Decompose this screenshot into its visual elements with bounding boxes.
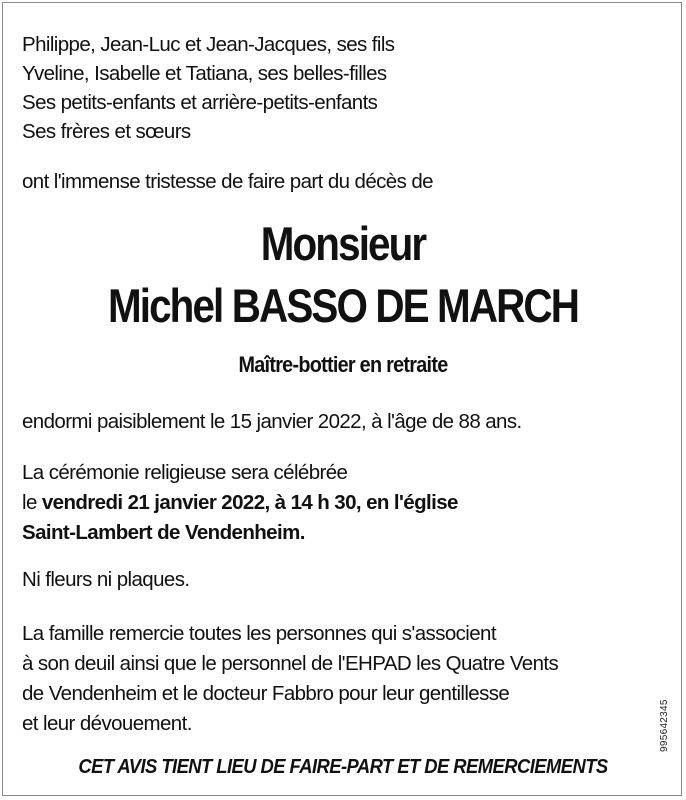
family-list — [22, 30, 394, 146]
thanks-line-1: La famille remercie toutes les personnes qui s'associent — [22, 622, 496, 645]
death-statement — [22, 407, 522, 437]
family-line-grandchildren: Ses petits-enfants et arrière-petits-enfants — [22, 91, 378, 114]
ceremony-prefix: le — [22, 491, 42, 514]
footer-notice: CET AVIS TIENT LIEU DE FAIRE-PART ET DE REMERCIEMENTS — [78, 756, 608, 778]
family-line-siblings: Ses frères et sœurs — [22, 120, 191, 143]
family-line-sons: Philippe, Jean-Luc et Jean-Jacques, ses fils — [22, 33, 395, 56]
reference-number: 995642345 — [659, 699, 670, 752]
announcement-intro: ont l'immense tristesse de faire part du décès de — [22, 170, 433, 193]
thanks-line-4: et leur dévouement. — [22, 712, 192, 735]
death-line: endormi paisiblement le 15 janvier 2022, à l'âge de 88 ans. — [22, 410, 522, 433]
thanks-line-2: à son deuil ainsi que le personnel de l'EHPAD les Quatre Vents — [22, 652, 559, 675]
ceremony-line-2 — [22, 488, 458, 518]
ceremony-line-1: La cérémonie religieuse sera célébrée — [22, 461, 348, 484]
thanks-line-3: de Vendenheim et le docteur Fabbro pour leur gentillesse — [22, 682, 510, 705]
deceased-civility: Monsieur — [260, 217, 426, 270]
thanks-paragraph — [22, 619, 558, 739]
flowers-line: Ni fleurs ni plaques. — [22, 568, 190, 591]
deceased-profession: Maître-bottier en retraite — [238, 352, 448, 377]
flowers-note — [22, 565, 189, 595]
ceremony-line-3 — [22, 518, 458, 548]
deceased-name: Michel BASSO DE MARCH — [107, 279, 579, 332]
family-line-daughters-in-law: Yveline, Isabelle et Tatiana, ses belles-filles — [22, 62, 387, 85]
ceremony-date-time: vendredi 21 janvier 2022, à 14 h 30, en l'église — [41, 491, 458, 514]
ceremony-info — [22, 458, 458, 548]
ceremony-location: Saint-Lambert de Vendenheim. — [22, 521, 305, 544]
